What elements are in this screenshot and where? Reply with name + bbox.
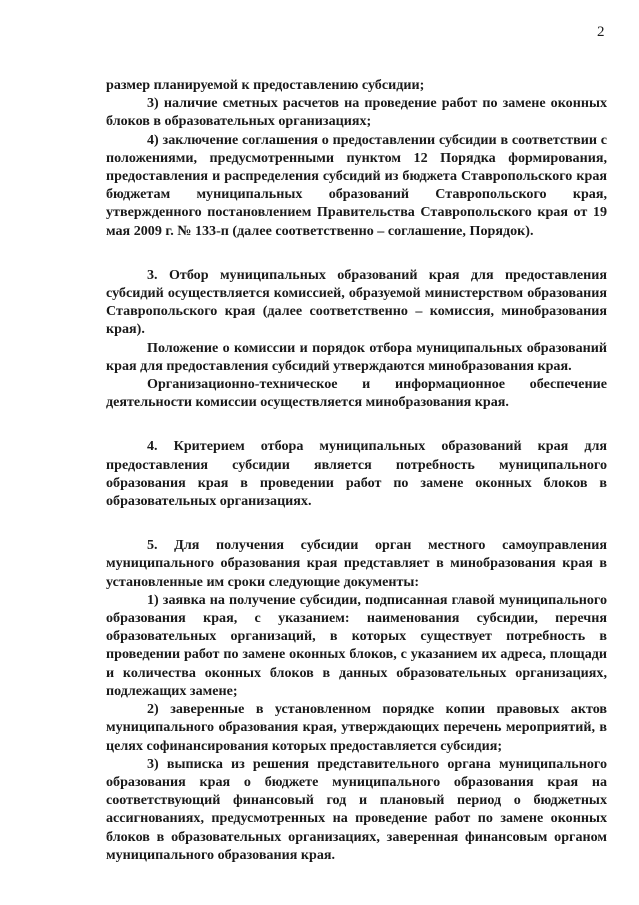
section-gap [106, 240, 607, 266]
section-gap [106, 411, 607, 437]
paragraph-commission-regulation: Положение о комиссии и порядок отбора муниципальных образований края для предоставления субсидий утверждаются минобразования края. [106, 339, 607, 374]
paragraph-section-4: 4. Критерием отбора муниципальных образований края для предоставления субсидии является потребность муниципального образования края в проведении работ по замене оконных блоков в образовательных организациях. [106, 438, 607, 510]
paragraph-doc-2: 2) заверенные в установленном порядке копии правовых актов муниципального образования края, утверждающих перечень мероприятий, в целях софинансирования которых предоставляется субсидия; [106, 701, 607, 754]
paragraph-section-5: 5. Для получения субсидии орган местного самоуправления муниципального образования края представляет в минобразования края в установленные им сроки следующие документы: [106, 537, 607, 590]
paragraph-continuation: размер планируемой к предоставлению субсидии; [106, 77, 425, 93]
paragraph-item-4: 4) заключение соглашения о предоставлении субсидии в соответствии с положениями, предусмотренными пунктом 12 Порядка формирования, предоставления и распределения субсидий из бюджета Ставропольского края бюджетам муниципальных образований Ставропольского края, утвержденного постановлением Правительства Ставропольского края от 19 мая 2009 г. № 133-п (далее соответственно – соглашение, Порядок). [106, 131, 607, 239]
page-number: 2 [597, 24, 605, 40]
paragraph-commission-support: Организационно-техническое и информационное обеспечение деятельности комиссии осуществляется минобразования края. [106, 376, 607, 411]
paragraph-section-3: 3. Отбор муниципальных образований края для предоставления субсидий осуществляется комиссией, образуемой министерством образования Ставропольского края (далее соответственно – комиссия, минобразования края). [106, 266, 607, 338]
paragraph-doc-1: 1) заявка на получение субсидии, подписанная главой муниципального образования края, с указанием: наименования субсидии, перечня образовательных организаций, в которых существует потребность в проведении работ по замене оконных блоков, с указанием их адреса, площади и количества оконных блоков в данных образовательных организациях, подлежащих замене; [106, 591, 607, 699]
document-body [106, 76, 607, 864]
paragraph-doc-3: 3) выписка из решения представительного органа муниципального образования края о бюджете муниципального образования края на соответствующий финансовый год и плановый период о бюджетных ассигнованиях, предусмотренных на проведение работ по замене оконных блоков в образовательных организациях, заверенная финансовым органом муниципального образования края. [106, 755, 607, 863]
paragraph-item-3: 3) наличие сметных расчетов на проведение работ по замене оконных блоков в образовательных организациях; [106, 95, 607, 130]
section-gap [106, 510, 607, 536]
